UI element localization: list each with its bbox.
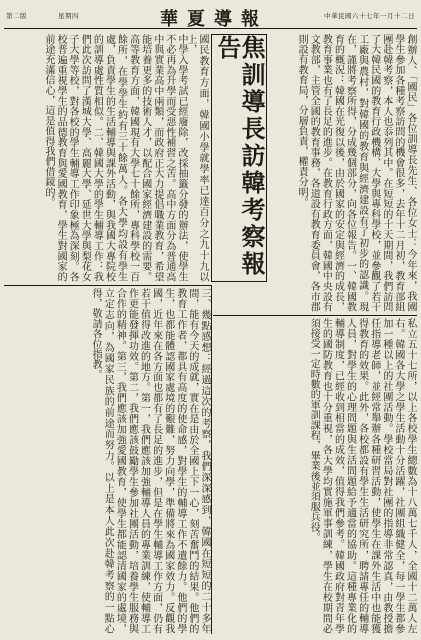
column-divider [211, 286, 212, 634]
article-column-5: 三、幾點感想：經過這次的考察，我們深深感到，韓國在短短的二十多年間，能有今天的成就，實在是由於全國上下一心，刻苦奮鬥的結果。他們的教育工作者，都具有高度的使命感，對學生的輔導工作不遺餘力。他們的學生，也都能體認國家處境的艱難，努力向學，準備將來為國家效力。反觀我國，近年來在各方面也都有了長足的進步，但是在學生輔導工作方面，仍有若干值得改進的地方。第一，我們應該加強輔導人員的專業訓練，使輔導工作更能發揮功效。第二，我們應該鼓勵學生參加社團活動，培養學生服務與合作的精神。第三，我們應該加強愛國教育，使學生都能認清國家的處境，立定志向，為國家民族的前途而努力。以上是本人此次赴韓考察的一點心得，敬請各位指教。 [90, 288, 210, 634]
article-column-1: 創辦人、「國民」各位訓導長先生、各位女士：今年來，我國學生參加各種考察訪問的機會很多，去年十二月初，教育部組團赴韓考察，本人也忝列其中。在短短的十天期間，我們訪問了大韓民國的教育行政機構、大學與專科學校，並參觀了若干工廠與農村，對韓國的教育與經濟建設有了初步的認識。現在，謹將考察所得，分成幾個部分，向各位報告。一、韓國教育的概況：韓國在光復以後，由於國家的安定與經濟的成長，教育事業也有了長足的進步。在教育行政方面，韓國中央設有文教部，主管全國的教育事務，各道設有教育委員會，各市郡則設有教育局，分層負責，權責分明。 [296, 34, 416, 312]
article-column-2: 國民教育方面，韓國小學就學率已達百分之九十九以上， [184, 34, 208, 282]
page-number: 第二版 [6, 12, 27, 20]
article-column-4: 私立五十七所，以上各校學生總數為十八萬七千人，全國十二萬人左右。韓國各大學之學生活動十分活躍，社團組織健全，每一學生都參加一種以上的社團活動。學校當局對社團的指導非常認真，由教授擔任指導老師，並經常舉辦各種研習活動，使學生在課外生活中也能獲得教育的效果。此外，各校都設有學生生活研究所，聘請專任的輔導人員，對學生的心理問題與生活問題給予適當的協助。這種專業化的輔導制度，已經收到相當的成效，值得我們參考。韓國政府對青年學生的國防教育也十分重視，各大學均實施軍事訓練，學生在校期間必須接受一定時數的軍訓課程，畢業後並須服兵役。 [308, 318, 416, 634]
article-headline: 焦訓導長訪韓考察報告 [213, 35, 266, 278]
section-divider [213, 315, 417, 316]
newspaper-title: 華夏導報 [160, 9, 268, 30]
section-divider [4, 285, 212, 286]
article-column-3: 中學入學考試已經廢除，改採抽籤分發的辦法，使學生不必再為升學而受惡性補習之苦。高中方面分為普通高中與實業高中兩類，而政府正大力提倡職業教育，希望能培養更多的技術人才，以配合國家經濟建設的需要。高等教育方面，韓國現有大學七十餘所，專科學校一百餘所，在學學生約有三十餘萬人。各大學均設有學生處，負責學生的生活輔導與課外活動，與我國大專院校的訓導處性質相似。二、韓國大學的學生輔導工作：我們此次訪問了漢城大學、高麗大學、延世大學與梨花女子大學等校，對各校的學生輔導工作印象極為深刻。各校普遍重視學生的品德教育與愛國教育，學生對國家的前途充滿信心，這是值得我們借鏡的。 [42, 34, 187, 282]
article-headline-box [211, 34, 267, 282]
masthead [4, 4, 417, 29]
weekday: 星期四 [58, 12, 79, 20]
issue-date: 中華民國六十七年一月十二日 [324, 12, 415, 20]
